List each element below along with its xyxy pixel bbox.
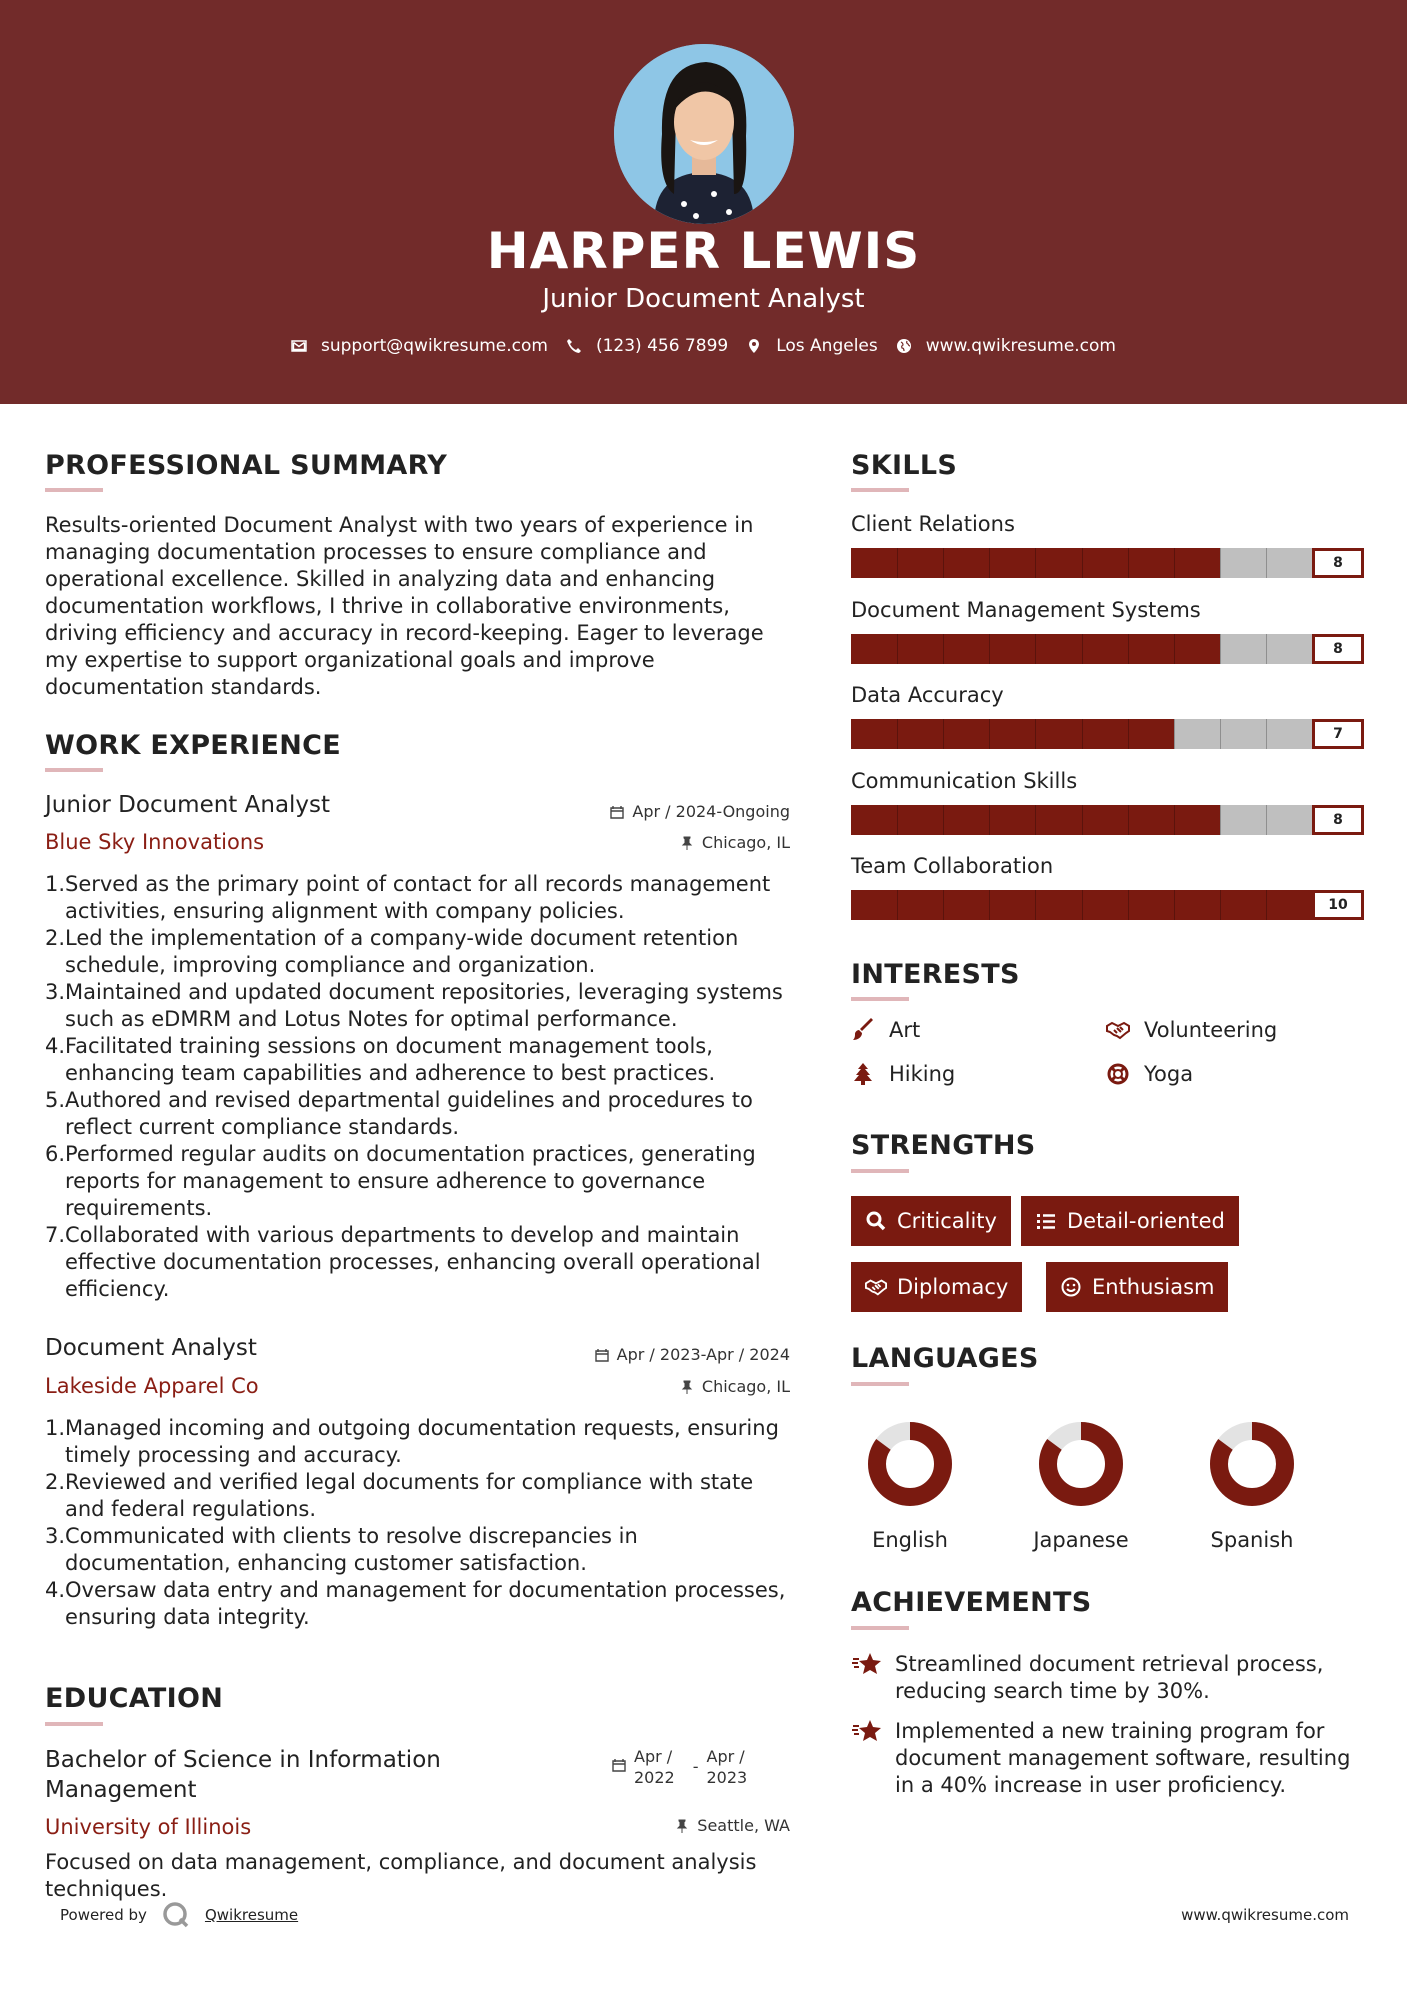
summary-heading: PROFESSIONAL SUMMARY xyxy=(45,450,448,481)
summary-text xyxy=(45,512,785,701)
handshake-icon xyxy=(1106,1018,1130,1042)
bullet-line: Communicated with clients to resolve discrepancies in xyxy=(65,1524,638,1548)
skill-bar-segment xyxy=(989,805,990,835)
summary-line: managing documentation processes to ensure compliance and xyxy=(45,540,707,564)
list-item xyxy=(45,1523,805,1577)
bullet-number: 5. xyxy=(45,1088,66,1112)
bullet-line: enhancing team capabilities and adherence to best practices. xyxy=(65,1061,716,1085)
job1-bullets xyxy=(45,871,805,1303)
summary-line: Results-oriented Document Analyst with two years of experience in xyxy=(45,513,754,537)
skill-bar-segment xyxy=(1174,634,1175,664)
contact-website[interactable] xyxy=(896,336,1116,356)
job2-company: Lakeside Apparel Co xyxy=(45,1374,259,1398)
bullet-number: 2. xyxy=(45,1470,66,1494)
paintbrush-icon xyxy=(851,1018,875,1042)
calendar-icon xyxy=(595,1348,609,1362)
interests-heading: INTERESTS xyxy=(851,959,1020,990)
qwikresume-logo-icon xyxy=(161,1900,191,1930)
contact-row xyxy=(0,336,1407,356)
skill-score: 7 xyxy=(1312,719,1364,749)
strength-label: Enthusiasm xyxy=(1092,1275,1215,1299)
skill-bar-segment xyxy=(1128,634,1129,664)
star-badge-icon xyxy=(851,1716,883,1748)
work-underline xyxy=(45,768,103,772)
bullet-line: Maintained and updated document repositories, leveraging systems xyxy=(65,980,783,1004)
skill-bar-segment xyxy=(1035,890,1036,920)
date-part: 2022 xyxy=(634,1768,675,1787)
location-text: Los Angeles xyxy=(776,336,878,356)
job2-title: Document Analyst xyxy=(45,1335,257,1361)
achievement-line: Streamlined document retrieval process, xyxy=(895,1652,1324,1676)
skill-bar-segment xyxy=(1035,634,1036,664)
skill-bar-segment xyxy=(897,805,898,835)
strength-diplomacy xyxy=(851,1262,1022,1312)
education-desc-line: Focused on data management, compliance, and document analysis xyxy=(45,1850,757,1874)
interest-hiking xyxy=(851,1062,955,1086)
bullet-line: timely processing and accuracy. xyxy=(65,1443,402,1467)
summary-line: my expertise to support organizational goals and improve xyxy=(45,648,655,672)
job2-dates-text: Apr / 2023-Apr / 2024 xyxy=(616,1345,790,1364)
smile-icon xyxy=(1060,1276,1082,1298)
interest-art xyxy=(851,1018,920,1042)
handshake-icon xyxy=(865,1276,887,1298)
skill-bar-segment xyxy=(943,548,944,578)
bullet-line: requirements. xyxy=(65,1196,213,1220)
achievement-text xyxy=(895,1651,1323,1705)
skill-bar xyxy=(851,805,1364,835)
bullet-line: reflect current compliance standards. xyxy=(65,1115,460,1139)
bullet-line: effective documentation processes, enhancing overall operational xyxy=(65,1250,761,1274)
bullet-line: ensuring data integrity. xyxy=(65,1605,310,1629)
skill-bar-segment xyxy=(1035,805,1036,835)
education-description xyxy=(45,1849,805,1903)
skills-underline xyxy=(851,488,909,492)
skill-bar-segment xyxy=(1220,719,1221,749)
calendar-icon xyxy=(612,1758,626,1772)
date-dash: - xyxy=(692,1757,699,1776)
skill-score: 8 xyxy=(1312,634,1364,664)
skill-bar-segment xyxy=(1220,548,1221,578)
language-name: Spanish xyxy=(1210,1528,1294,1552)
language-donut xyxy=(1208,1420,1296,1508)
bullet-number: 4. xyxy=(45,1578,66,1602)
skill-bar-segment xyxy=(943,719,944,749)
skill-bar xyxy=(851,890,1364,920)
job1-location-text: Chicago, IL xyxy=(701,833,790,852)
skill-bar-segment xyxy=(897,634,898,664)
skill-bar-segment xyxy=(1082,890,1083,920)
skill-bar-segment xyxy=(1174,548,1175,578)
resume-header xyxy=(0,0,1407,404)
skill-bar-segment xyxy=(1174,805,1175,835)
summary-underline xyxy=(45,488,103,492)
skill-bar-segment xyxy=(1266,548,1267,578)
job-title: Junior Document Analyst xyxy=(542,284,865,314)
list-item xyxy=(45,979,805,1033)
language-item xyxy=(845,1420,975,1552)
bullet-line: such as eDMRM and Lotus Notes for optimal performance. xyxy=(65,1007,678,1031)
job1-company: Blue Sky Innovations xyxy=(45,830,265,854)
language-donut xyxy=(1037,1420,1125,1508)
skill-bar-segment xyxy=(1266,719,1267,749)
bullet-number: 3. xyxy=(45,980,66,1004)
bullet-number: 1. xyxy=(45,872,66,896)
interest-label: Art xyxy=(889,1018,921,1042)
degree-title xyxy=(45,1745,441,1805)
summary-line: operational excellence. Skilled in analyzing data and enhancing xyxy=(45,567,716,591)
bullet-number: 1. xyxy=(45,1416,66,1440)
skill-bar-segment xyxy=(989,548,990,578)
pin-icon xyxy=(680,836,694,850)
skill-bar-segment xyxy=(1174,719,1175,749)
bullet-line: documentation, enhancing customer satisfaction. xyxy=(65,1551,587,1575)
contact-phone[interactable] xyxy=(566,336,728,356)
skill-score: 8 xyxy=(1312,548,1364,578)
date-part: Apr / xyxy=(706,1747,745,1766)
summary-line: documentation standards. xyxy=(45,675,322,699)
bullet-line: reports for management to ensure adherence to governance xyxy=(65,1169,706,1193)
job2-location xyxy=(680,1377,790,1396)
skill-bar-segment xyxy=(989,634,990,664)
interest-yoga xyxy=(1106,1062,1193,1086)
bullet-line: Reviewed and verified legal documents for compliance with state xyxy=(65,1470,754,1494)
skill-score: 8 xyxy=(1312,805,1364,835)
summary-line: documentation workflows, I thrive in collaborative environments, xyxy=(45,594,730,618)
skill-bar-segment xyxy=(989,890,990,920)
list-item xyxy=(45,1415,805,1469)
bullet-line: activities, ensuring alignment with company policies. xyxy=(65,899,625,923)
education-end xyxy=(707,1746,748,1788)
education-dates xyxy=(612,1746,747,1788)
job1-dates-text: Apr / 2024-Ongoing xyxy=(632,802,790,821)
map-pin-icon xyxy=(746,338,762,354)
strengths-underline xyxy=(851,1169,909,1173)
bullet-line: efficiency. xyxy=(65,1277,170,1301)
school-name: University of Illinois xyxy=(45,1815,252,1839)
skill-bar-segment xyxy=(1220,634,1221,664)
language-item xyxy=(1016,1420,1146,1552)
list-item xyxy=(45,1033,805,1087)
skill-bar-segment xyxy=(1266,805,1267,835)
education-location-text: Seattle, WA xyxy=(697,1816,790,1835)
language-name: English xyxy=(872,1528,948,1552)
skill-bar-segment xyxy=(1266,890,1267,920)
bullet-line: Oversaw data entry and management for documentation processes, xyxy=(65,1578,786,1602)
strength-label: Diplomacy xyxy=(897,1275,1009,1299)
list-item xyxy=(45,871,805,925)
job1-dates xyxy=(610,802,790,821)
languages-heading: LANGUAGES xyxy=(851,1343,1039,1374)
globe-icon xyxy=(896,338,912,354)
skill-bar-fill xyxy=(851,719,1174,749)
achievement-item xyxy=(851,1718,1381,1799)
strengths-heading: STRENGTHS xyxy=(851,1130,1036,1161)
date-part: 2023 xyxy=(706,1768,748,1787)
star-badge-icon xyxy=(851,1649,883,1681)
skill-bar-segment xyxy=(1035,719,1036,749)
skill-score: 10 xyxy=(1312,890,1364,920)
tree-icon xyxy=(851,1062,875,1086)
skill-bar xyxy=(851,719,1364,749)
person-name: HARPER LEWIS xyxy=(486,222,921,280)
list-item xyxy=(45,925,805,979)
contact-email[interactable] xyxy=(291,336,548,356)
education-underline xyxy=(45,1722,103,1726)
bullet-line: Served as the primary point of contact for all records management xyxy=(65,872,771,896)
list-item xyxy=(45,1141,805,1222)
strength-criticality xyxy=(851,1196,1011,1246)
education-heading: EDUCATION xyxy=(45,1683,224,1714)
bullet-number: 7. xyxy=(45,1223,66,1247)
skill-label: Communication Skills xyxy=(851,769,1078,793)
calendar-icon xyxy=(610,805,624,819)
email-text: support@qwikresume.com xyxy=(321,336,548,356)
languages-underline xyxy=(851,1382,909,1386)
bullet-line: Facilitated training sessions on document management tools, xyxy=(65,1034,713,1058)
language-item xyxy=(1187,1420,1317,1552)
strength-detail-oriented xyxy=(1021,1196,1239,1246)
achievement-text xyxy=(895,1718,1350,1799)
list-item xyxy=(45,1087,805,1141)
footer-url[interactable]: www.qwikresume.com xyxy=(1181,1906,1349,1924)
skill-label: Data Accuracy xyxy=(851,683,1004,707)
bullet-number: 2. xyxy=(45,926,66,950)
skill-label: Document Management Systems xyxy=(851,598,1201,622)
language-donut xyxy=(866,1420,954,1508)
skills-heading: SKILLS xyxy=(851,450,958,481)
job2-dates xyxy=(595,1345,790,1364)
achievement-line: reducing search time by 30%. xyxy=(895,1679,1210,1703)
job1-location xyxy=(680,833,790,852)
skill-bar-segment xyxy=(1128,890,1129,920)
bullet-line: and federal regulations. xyxy=(65,1497,317,1521)
achievements-underline xyxy=(851,1626,909,1630)
skill-bar xyxy=(851,634,1364,664)
achievement-line: Implemented a new training program for xyxy=(895,1719,1325,1743)
skill-bar-segment xyxy=(897,719,898,749)
pin-icon xyxy=(675,1819,689,1833)
bullet-line: Led the implementation of a company-wide document retention xyxy=(65,926,739,950)
skill-bar-segment xyxy=(1128,548,1129,578)
achievement-line: document management software, resulting xyxy=(895,1746,1351,1770)
skill-bar xyxy=(851,548,1364,578)
search-icon xyxy=(865,1210,887,1232)
bullet-line: Authored and revised departmental guidelines and procedures to xyxy=(65,1088,753,1112)
skill-bar-segment xyxy=(1035,548,1036,578)
skill-label: Team Collaboration xyxy=(851,854,1054,878)
interest-label: Hiking xyxy=(889,1062,956,1086)
skill-bar-segment xyxy=(1128,805,1129,835)
job2-location-text: Chicago, IL xyxy=(701,1377,790,1396)
profile-photo xyxy=(614,44,794,224)
skill-bar-segment xyxy=(1174,890,1175,920)
bullet-line: Managed incoming and outgoing documentation requests, ensuring xyxy=(65,1416,779,1440)
skill-bar-segment xyxy=(989,719,990,749)
skill-bar-segment xyxy=(897,548,898,578)
bullet-line: Collaborated with various departments to develop and maintain xyxy=(65,1223,740,1247)
interests-underline xyxy=(851,997,909,1001)
website-text: www.qwikresume.com xyxy=(925,336,1116,356)
list-item xyxy=(45,1469,805,1523)
lifebuoy-icon xyxy=(1106,1062,1130,1086)
job1-title: Junior Document Analyst xyxy=(45,792,331,818)
degree-line: Bachelor of Science in Information xyxy=(45,1747,441,1773)
phone-text: (123) 456 7899 xyxy=(595,336,729,356)
bullet-line: Performed regular audits on documentation practices, generating xyxy=(65,1142,756,1166)
skill-bar-segment xyxy=(943,634,944,664)
skill-label: Client Relations xyxy=(851,512,1015,536)
skill-bar-segment xyxy=(1220,890,1221,920)
skill-bar-segment xyxy=(1082,719,1083,749)
education-start xyxy=(634,1746,675,1788)
list-icon xyxy=(1035,1210,1057,1232)
bullet-number: 6. xyxy=(45,1142,66,1166)
brand-link[interactable]: Qwikresume xyxy=(204,1906,299,1924)
education-desc-line: techniques. xyxy=(45,1877,168,1901)
interest-volunteering xyxy=(1106,1018,1277,1042)
achievements-heading: ACHIEVEMENTS xyxy=(851,1587,1092,1618)
achievement-item xyxy=(851,1651,1371,1705)
bullet-number: 4. xyxy=(45,1034,66,1058)
skill-bar-segment xyxy=(1082,548,1083,578)
achievement-line: in a 40% increase in user proficiency. xyxy=(895,1773,1287,1797)
work-heading: WORK EXPERIENCE xyxy=(45,730,341,761)
skill-bar-segment xyxy=(1082,805,1083,835)
phone-icon xyxy=(566,338,582,354)
skill-bar-segment xyxy=(897,890,898,920)
powered-by-label: Powered by xyxy=(60,1906,147,1924)
skill-bar-segment xyxy=(1128,719,1129,749)
list-item xyxy=(45,1222,805,1303)
strength-label: Criticality xyxy=(897,1209,997,1233)
pin-icon xyxy=(680,1380,694,1394)
skill-bar-segment xyxy=(1082,634,1083,664)
education-location xyxy=(675,1816,790,1835)
interest-label: Yoga xyxy=(1144,1062,1194,1086)
strength-enthusiasm xyxy=(1046,1262,1228,1312)
footer-powered-by[interactable] xyxy=(60,1900,298,1930)
bullet-line: schedule, improving compliance and organization. xyxy=(65,953,596,977)
interest-label: Volunteering xyxy=(1144,1018,1278,1042)
skill-bar-segment xyxy=(1220,805,1221,835)
strength-label: Detail-oriented xyxy=(1067,1209,1225,1233)
job2-bullets xyxy=(45,1415,805,1631)
skill-bar-segment xyxy=(943,805,944,835)
envelope-icon xyxy=(291,338,307,354)
skill-bar-segment xyxy=(943,890,944,920)
list-item xyxy=(45,1577,805,1631)
date-part: Apr / xyxy=(634,1747,673,1766)
contact-location xyxy=(746,336,878,356)
language-name: Japanese xyxy=(1033,1528,1129,1552)
degree-line: Management xyxy=(45,1777,197,1803)
bullet-number: 3. xyxy=(45,1524,66,1548)
skill-bar-segment xyxy=(1266,634,1267,664)
summary-line: driving efficiency and accuracy in record-keeping. Eager to leverage xyxy=(45,621,764,645)
